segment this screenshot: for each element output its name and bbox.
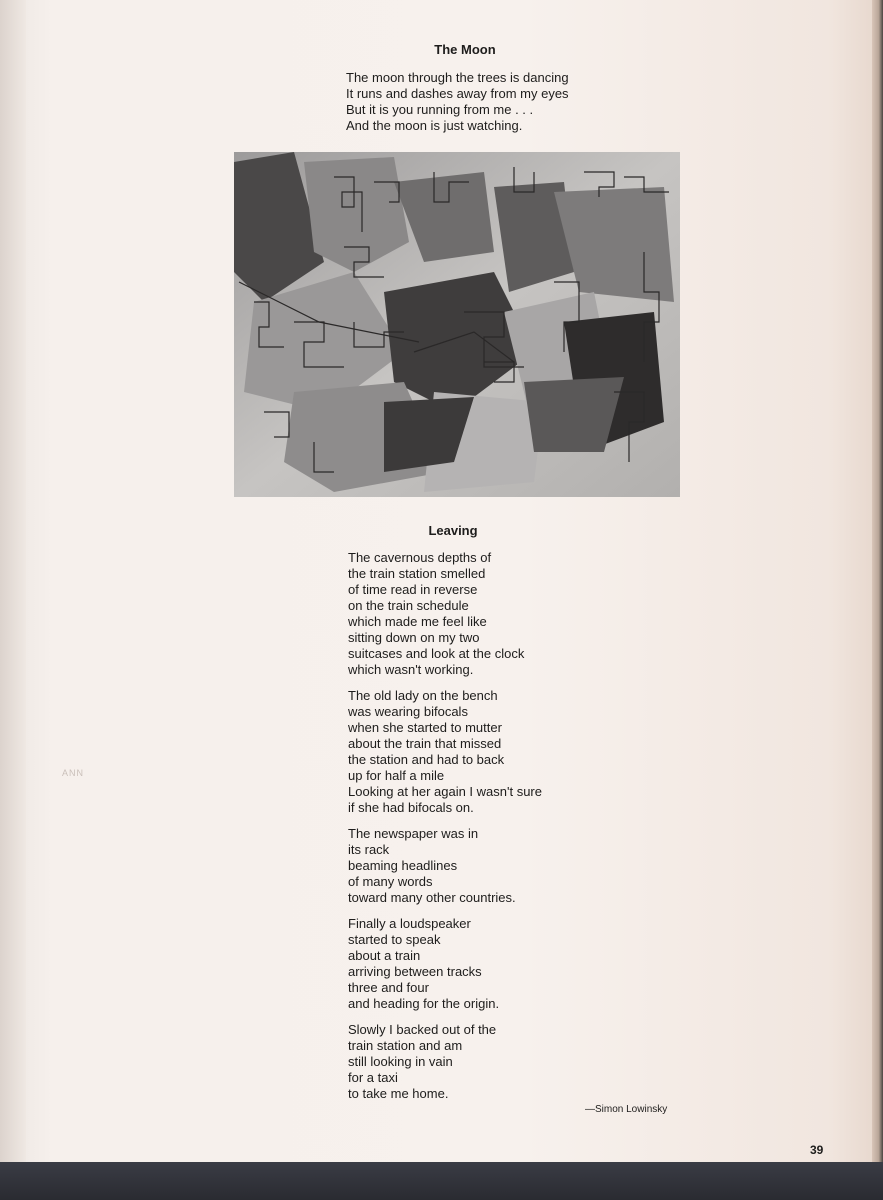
faint-margin-text: ANN bbox=[62, 768, 85, 778]
poem-line: the train station smelled bbox=[348, 566, 486, 581]
poem-stanza bbox=[348, 550, 542, 678]
poem-line: about a train bbox=[348, 948, 421, 963]
poem-line: which made me feel like bbox=[348, 614, 487, 629]
poem-line: if she had bifocals on. bbox=[348, 800, 474, 815]
poem-line: of many words bbox=[348, 874, 433, 889]
poem-line: The moon through the trees is dancing bbox=[346, 70, 569, 85]
poem-line: The old lady on the bench bbox=[348, 688, 498, 703]
poem-title-leaving: Leaving bbox=[428, 523, 478, 538]
poem-stanza bbox=[348, 826, 542, 906]
poem-stanza bbox=[348, 688, 542, 816]
poem-line: the station and had to back bbox=[348, 752, 505, 767]
poem-line: Looking at her again I wasn't sure bbox=[348, 784, 542, 799]
poem-line: toward many other countries. bbox=[348, 890, 516, 905]
poem-line: And the moon is just watching. bbox=[346, 118, 523, 133]
poem-line: to take me home. bbox=[348, 1086, 449, 1101]
abstract-artwork-image bbox=[234, 152, 680, 497]
poem-moon-body bbox=[346, 70, 569, 134]
poem-line: and heading for the origin. bbox=[348, 996, 500, 1011]
poem-line: up for half a mile bbox=[348, 768, 445, 783]
poem-stanza bbox=[348, 1022, 542, 1102]
poem-line: Finally a loudspeaker bbox=[348, 916, 471, 931]
poem-leaving-body bbox=[348, 550, 542, 1112]
book-cover-edge bbox=[0, 1162, 883, 1200]
poem-title-moon: The Moon bbox=[434, 42, 496, 57]
poem-line: Slowly I backed out of the bbox=[348, 1022, 497, 1037]
poem-line: on the train schedule bbox=[348, 598, 469, 613]
poem-line: when she started to mutter bbox=[348, 720, 502, 735]
page-edge bbox=[872, 0, 883, 1200]
poem-stanza bbox=[348, 916, 542, 1012]
poem-line: started to speak bbox=[348, 932, 441, 947]
poem-line: sitting down on my two bbox=[348, 630, 480, 645]
poem-line: suitcases and look at the clock bbox=[348, 646, 525, 661]
poem-line: The newspaper was in bbox=[348, 826, 479, 841]
author-signature: —Simon Lowinsky bbox=[585, 1104, 668, 1115]
poem-line: of time read in reverse bbox=[348, 582, 478, 597]
poem-line: for a taxi bbox=[348, 1070, 398, 1085]
poem-line: about the train that missed bbox=[348, 736, 502, 751]
poem-line: But it is you running from me . . . bbox=[346, 102, 534, 117]
page-gutter bbox=[0, 0, 26, 1162]
poem-line: which wasn't working. bbox=[348, 662, 474, 677]
poem-line: arriving between tracks bbox=[348, 964, 482, 979]
page-number: 39 bbox=[810, 1143, 824, 1157]
poem-line: still looking in vain bbox=[348, 1054, 453, 1069]
poem-line: train station and am bbox=[348, 1038, 463, 1053]
poem-line: its rack bbox=[348, 842, 390, 857]
poem-line: It runs and dashes away from my eyes bbox=[346, 86, 569, 101]
poem-line: The cavernous depths of bbox=[348, 550, 492, 565]
poem-line: was wearing bifocals bbox=[348, 704, 468, 719]
poem-line: beaming headlines bbox=[348, 858, 458, 873]
poem-line: three and four bbox=[348, 980, 429, 995]
